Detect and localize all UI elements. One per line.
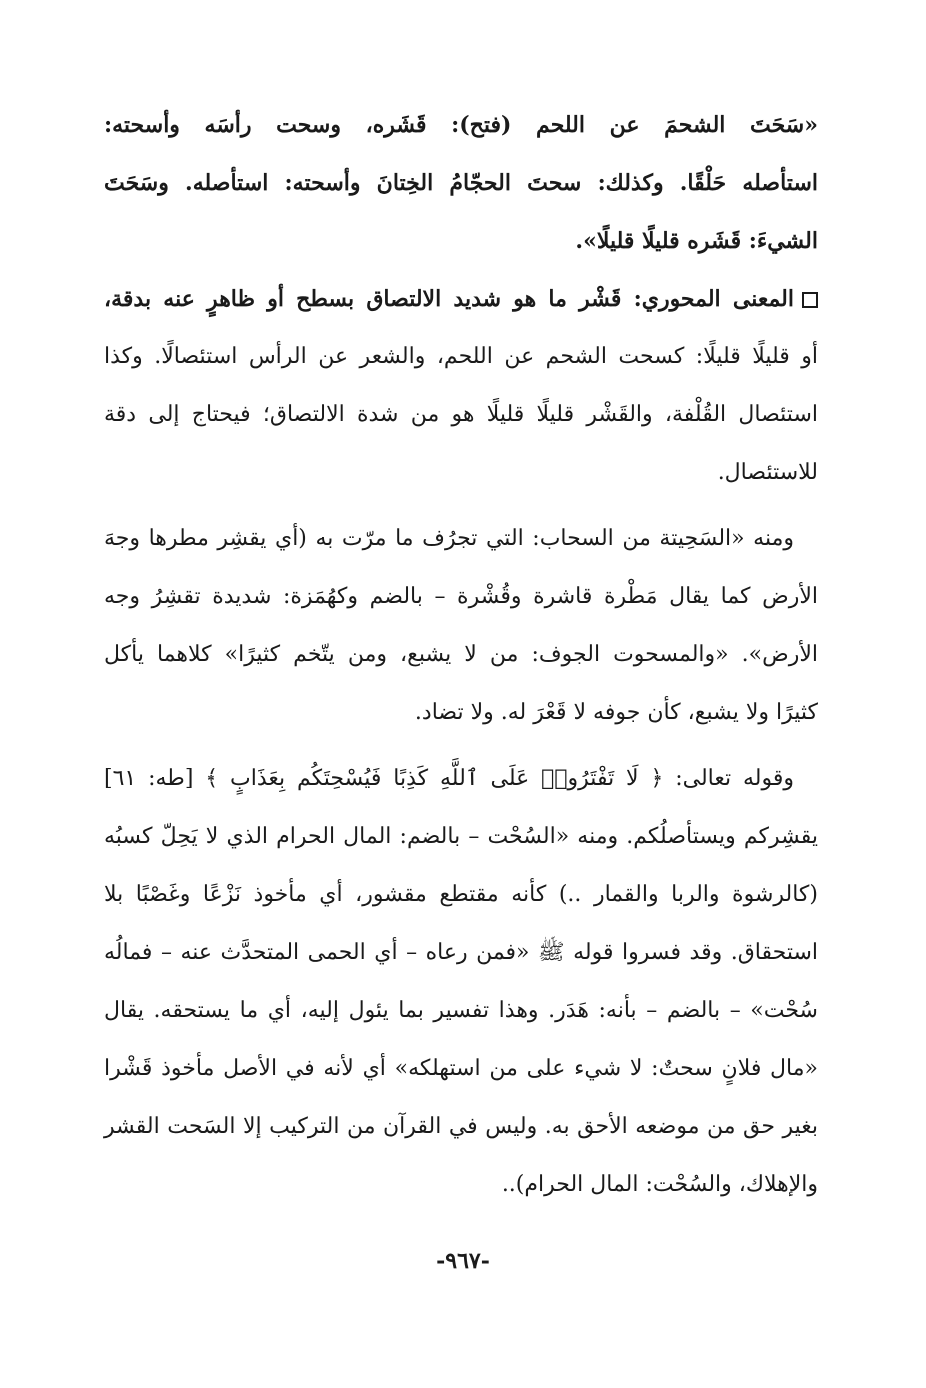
text-line: أو قليلًا قليلًا: كسحت الشحم عن اللحم، والشعر عن الرأس استئصالًا. وكذا bbox=[104, 344, 818, 369]
text-line: استئصال القُلْفة، والقَشْر قليلًا قليلًا هو من شدة الالتصاق؛ فيحتاج إلى دقة bbox=[104, 402, 818, 427]
square-bullet-icon bbox=[802, 292, 818, 308]
text-line: الأرض». «والمسحوت الجوف: من لا يشبع، ومن يتّخم كثيرًا» كلاهما يأكل bbox=[104, 642, 818, 667]
paragraph-quran-verse bbox=[104, 750, 818, 1214]
text-line-with-box bbox=[104, 270, 818, 328]
text-line: الشيءَ: قَشَره قليلًا قليلًا». bbox=[575, 228, 818, 254]
text-line: والإهلاك، والسُحْت: المال الحرام).. bbox=[501, 1172, 818, 1197]
text-line: ومنه «السَحِيتة من السحاب: التي تجرُف ما مرّت به (أي يقشِر مطرها وجهَ bbox=[104, 526, 794, 551]
text-line: كثيرًا ولا يشبع، كأن جوفه لا قَعْرَ له. ولا تضاد. bbox=[414, 700, 818, 725]
text-line: المعنى المحوري: قَشْر ما هو شديد الالتصاق بسطح أو ظاهرٍ عنه بدقة، bbox=[104, 286, 794, 312]
text-line: (كالرشوة والربا والقمار ..) كأنه مقتطع مقشور، أي مأخوذ نَزْعًا وغَصْبًا بلا bbox=[104, 882, 818, 907]
text-line: استحقاق. وقد فسروا قوله ﷺ «فمن رعاه – أي الحمى المتحدَّث عنه – فمالُه bbox=[104, 940, 818, 965]
text-line: للاستئصال. bbox=[717, 460, 818, 485]
text-line: الأرض كما يقال مَطْرة قاشرة وقُشْرة – بالضم وكهُمَزة: شديدة تقشِرُ وجه bbox=[104, 584, 818, 609]
text-line: «سَحَتَ الشحمَ عن اللحم (فتح): قَشَره، وسحت رأسَه وأسحته: bbox=[104, 112, 818, 138]
text-line: بغير حق من موضعه الأحق به. وليس في القرآن من التركيب إلا السَحت القشر bbox=[104, 1114, 818, 1139]
text-line: «مال فلانٍ سحتٌ: لا شيء على من استهلكه» أي لأنه في الأصل مأخوذ قَشْرا bbox=[104, 1056, 818, 1081]
page-body bbox=[104, 96, 818, 1214]
text-line: سُحْت» – بالضم – بأنه: هَدَر. وهذا تفسير بما يئول إليه، أي ما يستحقه. يقال bbox=[104, 998, 818, 1023]
text-line: وقوله تعالى: ﴿ لَا تَفْتَرُوا۟ عَلَى ٱللَّهِ كَذِبًا فَيُسْحِتَكُم بِعَذَابٍ ﴾ [طه: ٦١] bbox=[104, 766, 794, 791]
text-line: استأصله حَلْقًا. وكذلك: سحتَ الحجّامُ الخِتانَ وأسحته: استأصله. وسَحَتَ bbox=[104, 170, 818, 196]
paragraph-core-meaning bbox=[104, 270, 818, 502]
paragraph-definition bbox=[104, 96, 818, 270]
text-line: يقشِركم ويستأصلُكم. ومنه «السُحْت – بالضم: المال الحرام الذي لا يَحِلّ كسبُه bbox=[104, 824, 818, 849]
paragraph-clouds bbox=[104, 510, 818, 742]
page-number: -٩٦٧- bbox=[436, 1248, 490, 1274]
